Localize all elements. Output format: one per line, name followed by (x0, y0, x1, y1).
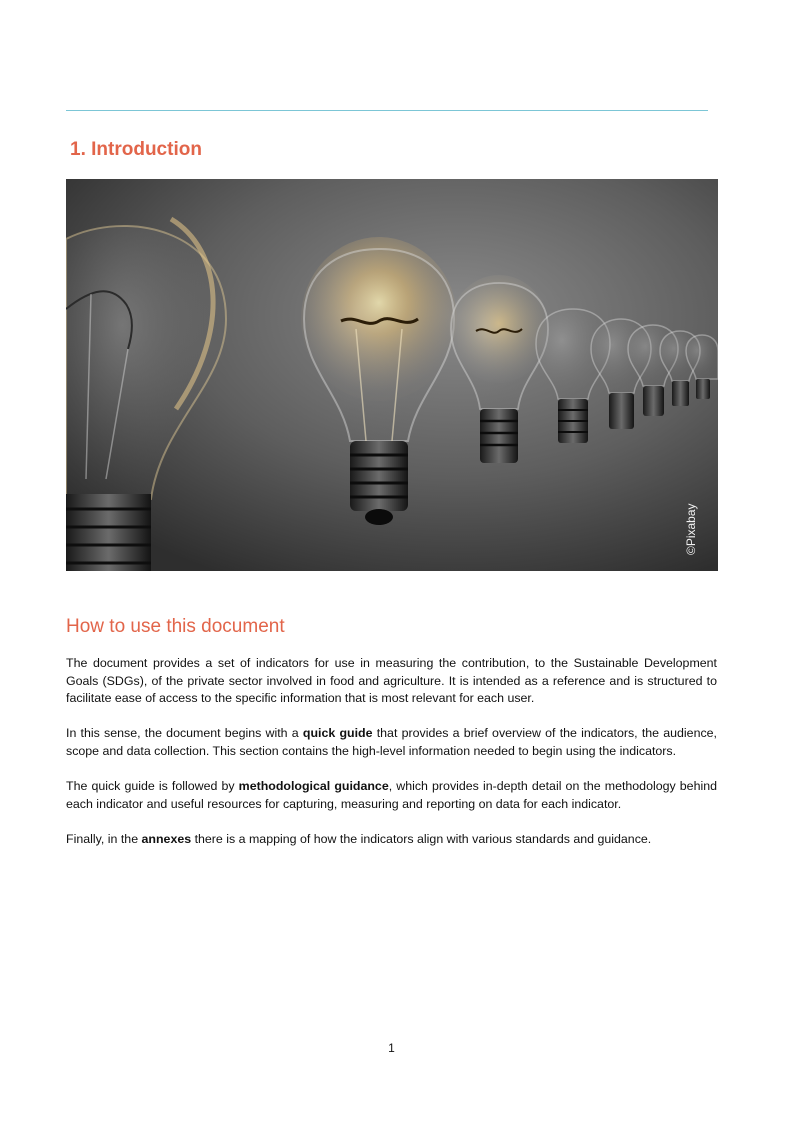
paragraph-3: The quick guide is followed by methodological guidance, which provides in-depth detail on the methodology behind each indicator and useful resources for capturing, measuring and reporting on data for each indicator. (66, 779, 718, 811)
subsection-title: How to use this document (66, 616, 285, 637)
page-number: 1 (388, 1041, 395, 1055)
header-rule (66, 110, 708, 111)
quick-guide-term: quick guide (302, 726, 373, 741)
paragraph-2: In this sense, the document begins with a quick guide that provides a brief overview of the indicators, the audience, scope and data collection. This section contains the high-level information needed to begin using the indicators. (66, 726, 717, 758)
annexes-term: annexes (141, 831, 192, 846)
lightbulbs-photo (66, 179, 718, 571)
paragraph-4: Finally, in the annexes there is a mapping of how the indicators align with various standards and guidance. (66, 831, 652, 846)
section-title: 1. Introduction (70, 139, 202, 160)
image-credit: ©Pixabay (684, 503, 698, 555)
body-text (66, 655, 717, 866)
paragraph-1: The document provides a set of indicators for use in measuring the contribution, to the Sustainable Development Goals (SDGs), of the private sector involved in food and agriculture. It is intended as a reference and is structured to facilitate ease of access to the specific information that is most relevant for each user. (66, 656, 717, 706)
methodological-guidance-term: methodological guidance (238, 779, 389, 794)
